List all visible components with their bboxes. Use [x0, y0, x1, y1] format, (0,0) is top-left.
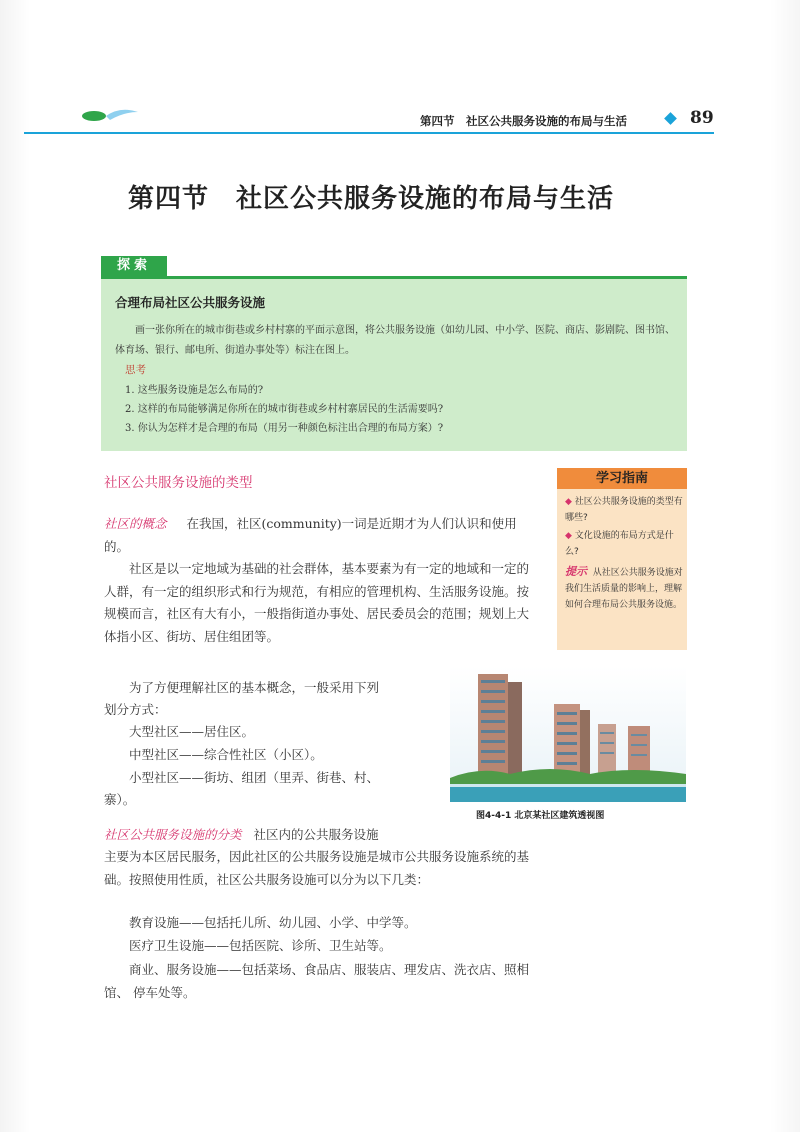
question-3: 3. 你认为怎样才是合理的布局（用另一种颜色标注出合理的布局方案）?: [125, 423, 444, 434]
paragraph-text: 在我国，社区(community)一词是近期才为人们认识和使用的。: [104, 516, 517, 554]
question-1: 1. 这些服务设施是怎么布局的?: [125, 385, 264, 396]
paragraph-division-line1: 为了方便理解社区的基本概念，一般采用下列: [129, 680, 380, 695]
explore-heading: 合理布局社区公共服务设施: [115, 295, 266, 310]
paragraph-community-definition: 社区是以一定地域为基础的社会群体，基本要素为有一定的地域和一定的人群，有一定的组织形式和行为规范，有相应的管理机构、生活服务设施。按规模而言，社区有大有小，一般指街道办事处、居民委员会的范围；规划上大体指小区、街坊、居住组团等。: [104, 561, 530, 644]
header-rule: [24, 132, 714, 134]
tip-label: 提示: [565, 565, 587, 578]
guide-item-1: [565, 494, 683, 526]
term-facility-classification: 社区公共服务设施的分类: [104, 827, 242, 842]
list-small-community: 小型社区——街坊、组团（里弄、街巷、村、: [129, 770, 380, 785]
paragraph-community-concept: [104, 513, 536, 558]
category-education: 教育设施——包括托儿所、幼儿园、小学、中学等。: [129, 915, 417, 930]
paragraph-facility-classification-cont: 主要为本区居民服务，因此社区的公共服务设施是城市公共服务设施系统的基础。按照使用性质，社区公共服务设施可以分为以下几类：: [104, 849, 530, 887]
page-number: 89: [690, 108, 714, 128]
figure-caption: 图4-4-1 北京某社区建筑透视图: [476, 811, 605, 821]
guide-item-text: 社区公共服务设施的类型有哪些?: [565, 497, 683, 523]
diamond-bullet-icon: ◆: [565, 497, 575, 507]
list-small-community-cont: 寨）。: [104, 792, 136, 807]
diamond-bullet-icon: ◆: [565, 531, 575, 541]
study-guide-box: [557, 468, 687, 650]
guide-item-2: [565, 528, 683, 560]
paragraph-division-line2: 划分方式：: [104, 702, 167, 717]
category-commercial: 商业、服务设施——包括菜场、食品店、服装店、理发店、洗衣店、照相馆、 停车处等。: [104, 962, 530, 1000]
guide-tip: [565, 564, 683, 613]
tip-text: 从社区公共服务设施对我们生活质量的影响上，理解如何合理布局公共服务设施。: [565, 568, 683, 610]
question-2: 2. 这样的布局能够满足你所在的城市街巷或乡村村寨居民的生活需要吗?: [125, 404, 444, 415]
guide-item-text: 文化设施的布局方式是什么?: [565, 531, 674, 557]
section-heading: 社区公共服务设施的类型: [104, 475, 253, 491]
study-guide-title: 学习指南: [557, 468, 687, 489]
header-logo-icon: [80, 104, 140, 124]
think-label: 思考: [125, 364, 146, 376]
explore-tab: 探索: [101, 256, 167, 276]
list-large-community: 大型社区——居住区。: [129, 724, 255, 739]
paragraph-facility-classification: [104, 824, 544, 847]
header-section-title: 第四节 社区公共服务设施的布局与生活: [420, 114, 627, 128]
term-community-concept: 社区的概念: [104, 516, 167, 531]
explore-box: [101, 276, 687, 451]
category-medical: 医疗卫生设施——包括医院、诊所、卫生站等。: [129, 938, 392, 953]
list-medium-community: 中型社区——综合性社区（小区）。: [129, 747, 323, 762]
explore-paragraph: 画一张你所在的城市街巷或乡村村寨的平面示意图，将公共服务设施（如幼儿园、中小学、医院、商店、影剧院、图书馆、体育场、银行、邮电所、街道办事处等）标注在图上。: [115, 325, 675, 356]
page-title: 第四节 社区公共服务设施的布局与生活: [128, 184, 615, 214]
paragraph-text: 社区内的公共服务设施: [253, 827, 379, 842]
community-building-illustration: [450, 666, 686, 802]
